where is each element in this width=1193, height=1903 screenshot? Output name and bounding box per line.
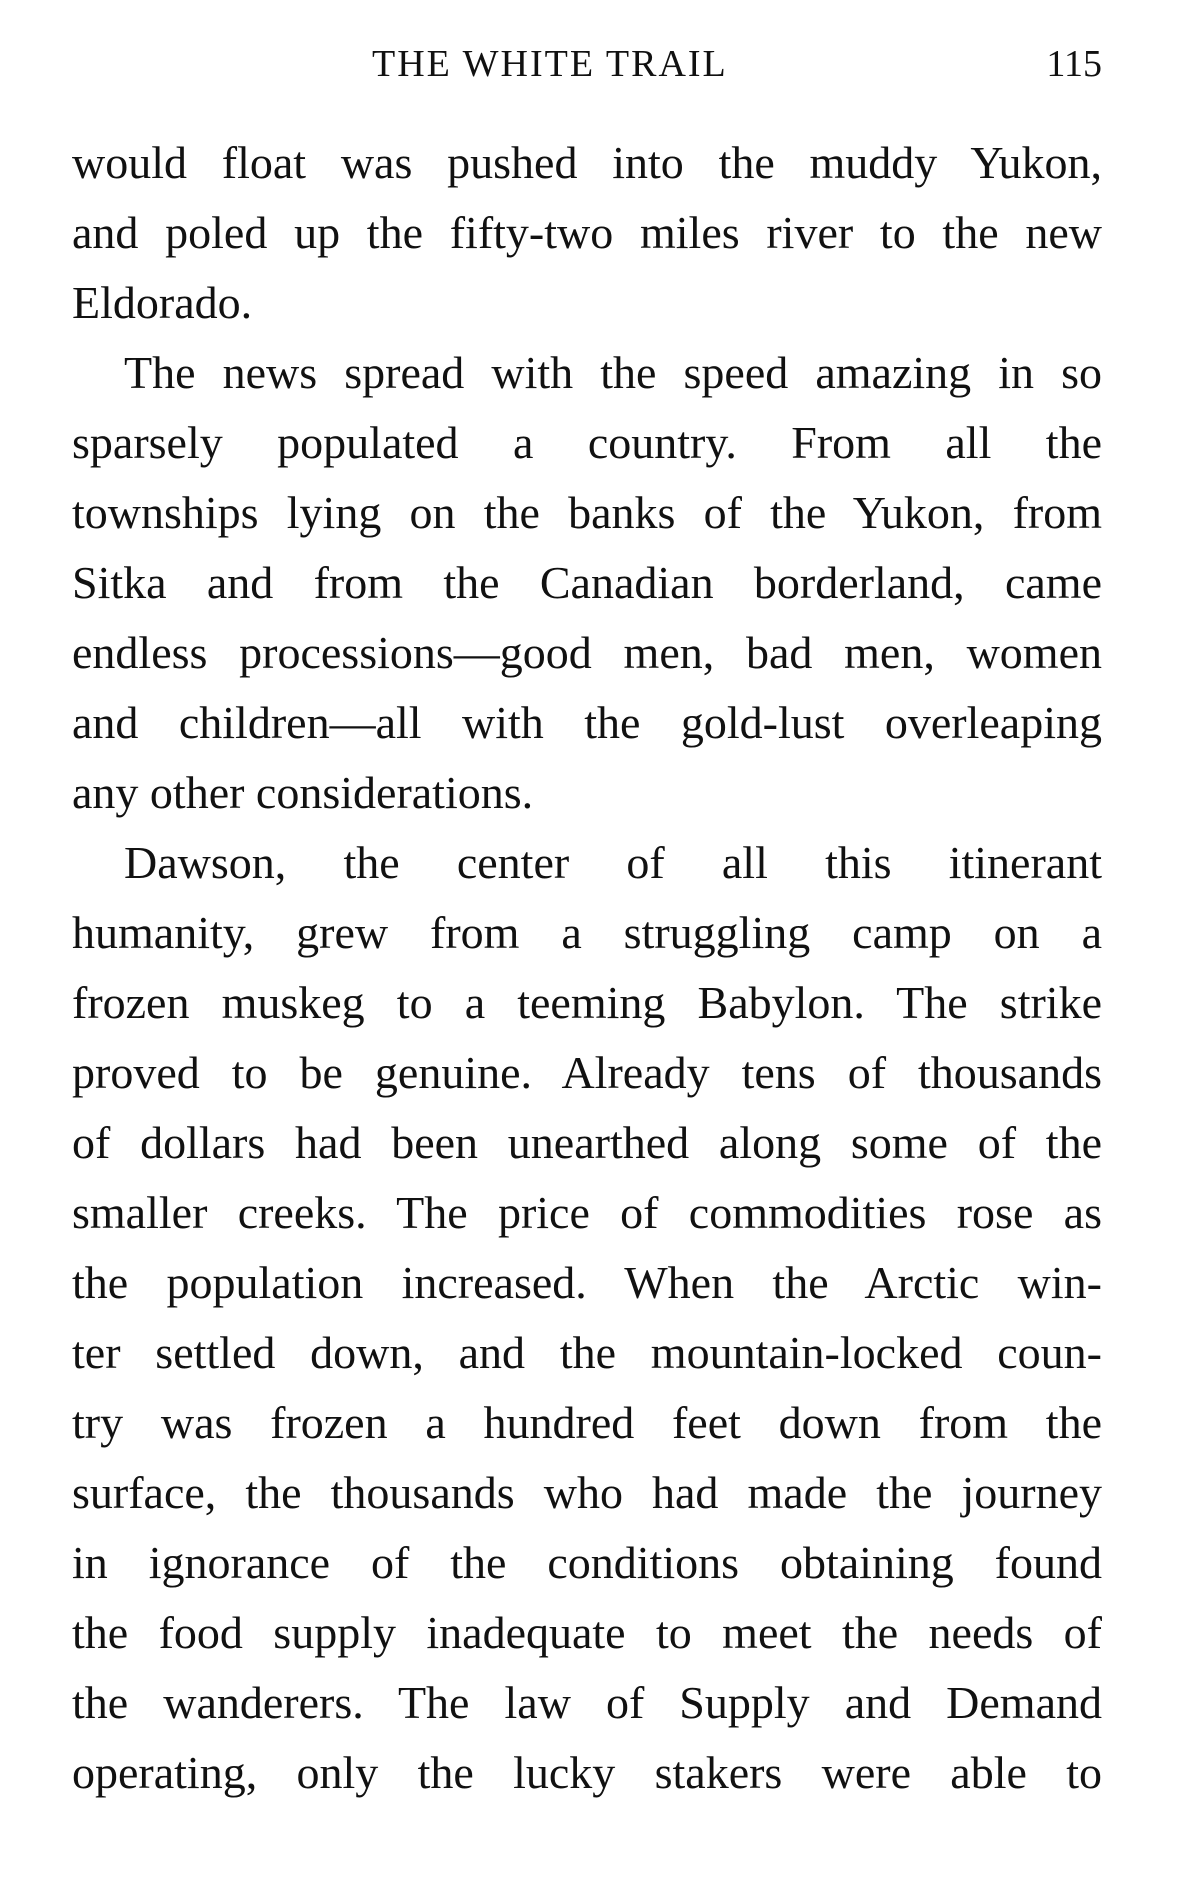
text-line: Sitka and from the Canadian borderland, came — [72, 557, 1102, 608]
text-line: The news spread with the speed amazing in so — [124, 347, 1102, 398]
body-text — [72, 128, 1102, 1808]
running-title: THE WHITE TRAIL — [372, 43, 728, 85]
running-head — [72, 34, 1102, 94]
text-line: try was frozen a hundred feet down from the — [72, 1397, 1102, 1448]
text-line: any other considerations. — [72, 767, 534, 818]
text-line: in ignorance of the conditions obtaining found — [72, 1537, 1102, 1588]
text-line: humanity, grew from a struggling camp on a — [72, 907, 1102, 958]
text-line: townships lying on the banks of the Yukon, from — [72, 487, 1102, 538]
text-line: the wanderers. The law of Supply and Demand — [72, 1677, 1102, 1728]
text-line: frozen muskeg to a teeming Babylon. The strike — [72, 977, 1102, 1028]
text-line: smaller creeks. The price of commodities rose as — [72, 1187, 1102, 1238]
text-line: and poled up the fifty-two miles river to the new — [72, 207, 1102, 258]
page-number: 115 — [1046, 43, 1102, 85]
text-line: would float was pushed into the muddy Yukon, — [72, 137, 1102, 188]
text-line: sparsely populated a country. From all the — [72, 417, 1102, 468]
text-line: the population increased. When the Arctic win- — [72, 1257, 1102, 1308]
text-line: of dollars had been unearthed along some of the — [72, 1117, 1102, 1168]
text-line: surface, the thousands who had made the journey — [72, 1467, 1102, 1518]
text-line: operating, only the lucky stakers were able to — [72, 1747, 1102, 1798]
text-line: the food supply inadequate to meet the needs of — [72, 1607, 1102, 1658]
text-line: and children—all with the gold-lust overleaping — [72, 697, 1102, 748]
text-line: Dawson, the center of all this itinerant — [124, 837, 1102, 888]
text-line: endless processions—good men, bad men, women — [72, 627, 1102, 678]
text-line: proved to be genuine. Already tens of thousands — [72, 1047, 1102, 1098]
text-line: Eldorado. — [72, 277, 253, 328]
text-line: ter settled down, and the mountain-locked coun- — [72, 1327, 1102, 1378]
